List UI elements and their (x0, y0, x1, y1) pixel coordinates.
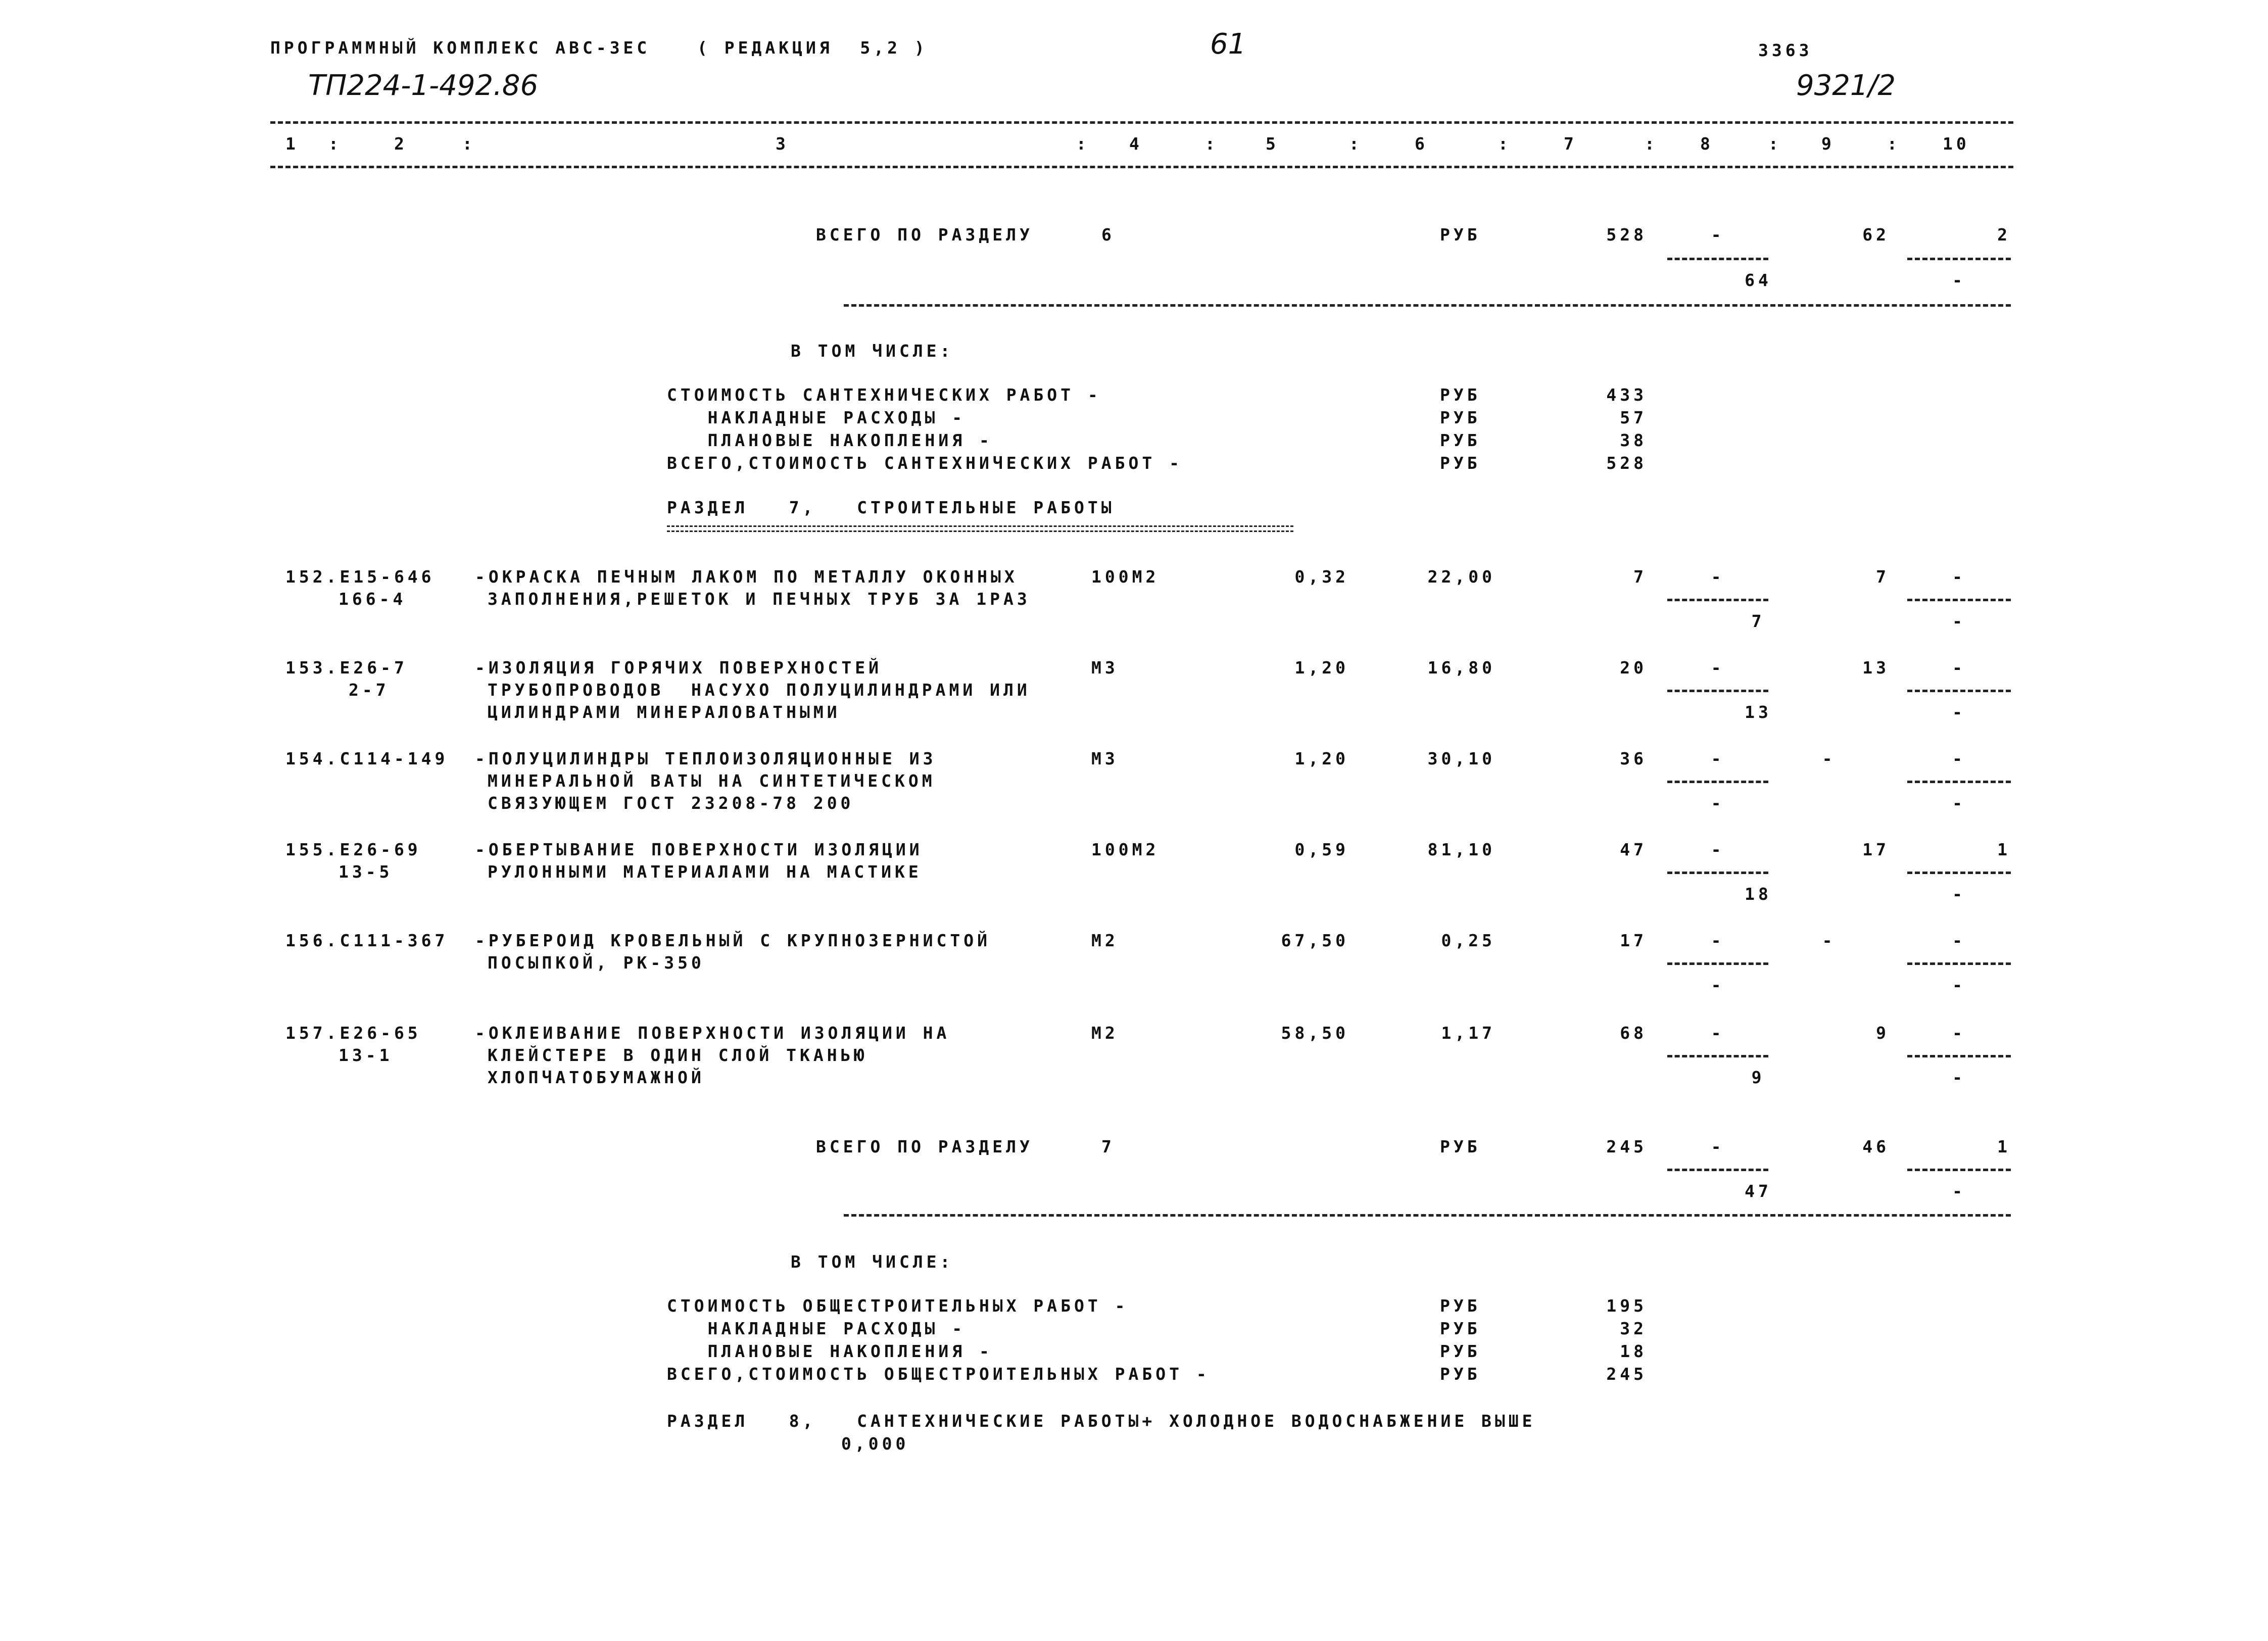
col-sep: : (1645, 134, 1658, 154)
item-c8-top: - (1711, 931, 1725, 950)
item-c9: 9 (1876, 1023, 1890, 1043)
c10-fraction-line (1907, 599, 2011, 601)
item-c8-bottom: 7 (1751, 611, 1765, 631)
section8-title-cont: 0,000 (841, 1434, 909, 1454)
breakdown-label: СТОИМОСТЬ ОБЩЕСТРОИТЕЛЬНЫХ РАБОТ - (667, 1296, 1129, 1316)
total-section-num: 6 (1101, 225, 1115, 245)
col-num-6: 6 (1415, 134, 1428, 154)
total-c9: 46 (1862, 1137, 1890, 1156)
item-desc-line: ЗАПОЛНЕНИЯ,РЕШЕТОК И ПЕЧНЫХ ТРУБ ЗА 1РАЗ (488, 589, 1031, 609)
total-c10-top: 1 (1997, 1137, 2011, 1156)
col-num-9: 9 (1821, 134, 1835, 154)
item-desc-line: РУЛОННЫМИ МАТЕРИАЛАМИ НА МАСТИКЕ (488, 862, 922, 882)
item-unit: 100М2 (1091, 840, 1160, 859)
col-sep: : (1768, 134, 1782, 154)
item-c7: 7 (1633, 567, 1647, 587)
total-c10-bottom: - (1952, 1181, 1966, 1201)
item-c7: 17 (1620, 931, 1647, 950)
item-c10-top: - (1952, 567, 1966, 587)
col-sep: : (462, 134, 476, 154)
item-qty: 0,32 (1294, 567, 1349, 587)
item-desc-line: -ПОЛУЦИЛИНДРЫ ТЕПЛОИЗОЛЯЦИОННЫЕ ИЗ (475, 749, 937, 768)
c8-fraction-line (1667, 781, 1768, 783)
total-c8-top: - (1711, 1137, 1725, 1156)
c8-fraction-line (1667, 872, 1768, 874)
c10-fraction-line (1907, 781, 2011, 783)
item-qty: 1,20 (1294, 658, 1349, 678)
col-num-8: 8 (1700, 134, 1714, 154)
col-num-7: 7 (1564, 134, 1577, 154)
section7-title: РАЗДЕЛ 7, СТРОИТЕЛЬНЫЕ РАБОТЫ (667, 498, 1115, 517)
item-c10-bottom: - (1952, 611, 1966, 631)
breakdown-value: 32 (1620, 1319, 1647, 1338)
breakdown-value: 433 (1606, 385, 1647, 405)
item-price: 16,80 (1427, 658, 1495, 678)
item-desc-line: -ОБЕРТЫВАНИЕ ПОВЕРХНОСТИ ИЗОЛЯЦИИ (475, 840, 923, 859)
item-c10-top: - (1952, 1023, 1966, 1043)
breakdown-label: ВСЕГО,СТОИМОСТЬ ОБЩЕСТРОИТЕЛЬНЫХ РАБОТ - (667, 1364, 1210, 1384)
breakdown-unit: РУБ (1440, 430, 1481, 450)
breakdown-value: 38 (1620, 430, 1647, 450)
total-c8-bottom: 47 (1745, 1181, 1772, 1201)
doc-number: ТП224-1-492.86 (308, 69, 539, 102)
col-sep: : (328, 134, 342, 154)
item-price: 0,25 (1441, 931, 1495, 950)
c8-fraction-line (1667, 690, 1768, 692)
breakdown-label: ПЛАНОВЫЕ НАКОПЛЕНИЯ - (667, 1341, 993, 1361)
item-qty: 0,59 (1294, 840, 1349, 859)
incl-title: В ТОМ ЧИСЛЕ: (791, 1252, 954, 1272)
edition: ( РЕДАКЦИЯ 5,2 ) (697, 38, 928, 58)
c10-fraction-line (1907, 1169, 2011, 1171)
item-c9: 13 (1862, 658, 1890, 678)
total-section-num: 7 (1101, 1137, 1115, 1156)
col-num-3: 3 (776, 134, 789, 154)
item-c8-top: - (1711, 840, 1725, 859)
total-c7: 528 (1606, 225, 1647, 245)
item-c8-bottom: - (1711, 793, 1725, 813)
program-name: ПРОГРАММНЫЙ КОМПЛЕКС АВС-ЗЕС (270, 38, 651, 58)
item-code: 157.Е26-65 (285, 1023, 421, 1043)
breakdown-label: НАКЛАДНЫЕ РАСХОДЫ - (667, 408, 966, 427)
item-unit: М3 (1091, 658, 1119, 678)
c10-fraction-line (1907, 690, 2011, 692)
item-desc-line: ПОСЫПКОЙ, РК-350 (488, 953, 705, 973)
total-unit: РУБ (1440, 1137, 1481, 1156)
item-qty: 1,20 (1294, 749, 1349, 768)
item-c8-top: - (1711, 658, 1725, 678)
col-num-4: 4 (1129, 134, 1143, 154)
breakdown-unit: РУБ (1440, 385, 1481, 405)
item-c10-bottom: - (1952, 975, 1966, 995)
total-c8-bottom: 64 (1745, 270, 1772, 290)
col-num-10: 10 (1943, 134, 1970, 154)
item-c10-bottom: - (1952, 793, 1966, 813)
total-c10-top: 2 (1997, 225, 2011, 245)
total-c10-bottom: - (1952, 270, 1966, 290)
item-subcode: 13-1 (339, 1045, 393, 1065)
item-desc-line: -РУБЕРОИД КРОВЕЛЬНЫЙ С КРУПНОЗЕРНИСТОЙ (475, 931, 991, 950)
item-qty: 67,50 (1281, 931, 1349, 950)
item-c10-bottom: - (1952, 1068, 1966, 1087)
item-c8-top: - (1711, 567, 1725, 587)
item-desc-line: ЦИЛИНДРАМИ МИНЕРАЛОВАТНЫМИ (488, 702, 841, 722)
c10-fraction-line (1907, 1055, 2011, 1057)
breakdown-unit: РУБ (1440, 453, 1481, 473)
breakdown-value: 528 (1606, 453, 1647, 473)
item-desc-line: -ОКЛЕИВАНИЕ ПОВЕРХНОСТИ ИЗОЛЯЦИИ НА (475, 1023, 950, 1043)
c8-fraction-line (1667, 1169, 1768, 1171)
item-c8-bottom: - (1711, 975, 1725, 995)
item-c10-top: - (1952, 658, 1966, 678)
item-c8-bottom: 13 (1745, 702, 1772, 722)
total-label: ВСЕГО ПО РАЗДЕЛУ (816, 225, 1033, 245)
breakdown-value: 18 (1620, 1341, 1647, 1361)
section8-title: РАЗДЕЛ 8, САНТЕХНИЧЕСКИЕ РАБОТЫ+ ХОЛОДНОЕ ВОДОСНАБЖЕНИЕ ВЫШЕ (667, 1411, 1536, 1431)
breakdown-label: ПЛАНОВЫЕ НАКОПЛЕНИЯ - (667, 430, 993, 450)
item-subcode: 166-4 (339, 589, 407, 609)
item-desc-line: СВЯЗУЮЩЕМ ГОСТ 23208-78 200 (488, 793, 854, 813)
item-c8-bottom: 9 (1751, 1068, 1765, 1087)
breakdown-label: НАКЛАДНЫЕ РАСХОДЫ - (667, 1319, 966, 1338)
item-desc-line: КЛЕЙСТЕРЕ В ОДИН СЛОЙ ТКАНЬЮ (488, 1045, 868, 1065)
item-desc-line: МИНЕРАЛЬНОЙ ВАТЫ НА СИНТЕТИЧЕСКОМ (488, 771, 936, 791)
total-c9: 62 (1862, 225, 1890, 245)
col-sep: : (1498, 134, 1512, 154)
item-c7: 68 (1620, 1023, 1647, 1043)
c8-fraction-line (1667, 962, 1768, 965)
total-c7: 245 (1606, 1137, 1647, 1156)
item-c9: - (1822, 931, 1836, 950)
col-num-2: 2 (394, 134, 408, 154)
incl-title: В ТОМ ЧИСЛЕ: (791, 341, 954, 361)
item-c7: 36 (1620, 749, 1647, 768)
breakdown-unit: РУБ (1440, 408, 1481, 427)
c8-fraction-line (1667, 599, 1768, 601)
item-code: 153.Е26-7 (285, 658, 408, 678)
total-unit: РУБ (1440, 225, 1481, 245)
header-top-rule (270, 121, 2013, 124)
item-unit: М2 (1091, 1023, 1119, 1043)
breakdown-label: СТОИМОСТЬ САНТЕХНИЧЕСКИХ РАБОТ - (667, 385, 1101, 405)
breakdown-label: ВСЕГО,СТОИМОСТЬ САНТЕХНИЧЕСКИХ РАБОТ - (667, 453, 1183, 473)
col-sep: : (1205, 134, 1219, 154)
sheet-code: 9321/2 (1796, 69, 1896, 102)
item-desc-line: ХЛОПЧАТОБУМАЖНОЙ (488, 1068, 705, 1087)
item-unit: 100М2 (1091, 567, 1160, 587)
item-c9: 17 (1862, 840, 1890, 859)
breakdown-unit: РУБ (1440, 1319, 1481, 1338)
breakdown-unit: РУБ (1440, 1296, 1481, 1316)
section7-rule (844, 1214, 2011, 1217)
col-sep: : (1887, 134, 1901, 154)
item-code: 155.Е26-69 (285, 840, 421, 859)
page-number: 61 (1210, 28, 1246, 61)
section7-title-underline (667, 525, 1293, 532)
section6-rule (844, 304, 2011, 307)
item-price: 30,10 (1427, 749, 1495, 768)
item-qty: 58,50 (1281, 1023, 1349, 1043)
col-sep: : (1349, 134, 1363, 154)
item-c7: 20 (1620, 658, 1647, 678)
c8-fraction-line (1667, 1055, 1768, 1057)
item-c9: 7 (1876, 567, 1890, 587)
item-c8-top: - (1711, 1023, 1725, 1043)
item-unit: М3 (1091, 749, 1119, 768)
col-sep: : (1076, 134, 1090, 154)
item-desc-line: -ОКРАСКА ПЕЧНЫМ ЛАКОМ ПО МЕТАЛЛУ ОКОННЫХ (475, 567, 1018, 587)
c10-fraction-line (1907, 962, 2011, 965)
header-bottom-rule (270, 166, 2013, 168)
item-unit: М2 (1091, 931, 1119, 950)
item-price: 22,00 (1427, 567, 1495, 587)
c8-fraction-line (1667, 258, 1768, 260)
item-c8-bottom: 18 (1745, 884, 1772, 904)
breakdown-unit: РУБ (1440, 1341, 1481, 1361)
item-c8-top: - (1711, 749, 1725, 768)
breakdown-value: 245 (1606, 1364, 1647, 1384)
item-code: 152.Е15-646 (285, 567, 435, 587)
item-subcode: 2-7 (349, 680, 390, 700)
c10-fraction-line (1907, 872, 2011, 874)
item-code: 156.С111-367 (285, 931, 449, 950)
item-c10-top: 1 (1997, 840, 2011, 859)
item-c10-bottom: - (1952, 884, 1966, 904)
col-num-1: 1 (285, 134, 299, 154)
item-c9: - (1822, 749, 1836, 768)
item-price: 1,17 (1441, 1023, 1495, 1043)
item-c10-bottom: - (1952, 702, 1966, 722)
item-c10-top: - (1952, 749, 1966, 768)
item-code: 154.С114-149 (285, 749, 449, 768)
total-c8-top: - (1711, 225, 1725, 245)
breakdown-unit: РУБ (1440, 1364, 1481, 1384)
item-price: 81,10 (1427, 840, 1495, 859)
breakdown-value: 195 (1606, 1296, 1647, 1316)
col-num-5: 5 (1266, 134, 1279, 154)
breakdown-value: 57 (1620, 408, 1647, 427)
item-desc-line: -ИЗОЛЯЦИЯ ГОРЯЧИХ ПОВЕРХНОСТЕЙ (475, 658, 883, 678)
code-right: 3363 (1758, 40, 1813, 60)
item-subcode: 13-5 (339, 862, 393, 882)
item-c7: 47 (1620, 840, 1647, 859)
item-c10-top: - (1952, 931, 1966, 950)
c10-fraction-line (1907, 258, 2011, 260)
item-desc-line: ТРУБОПРОВОДОВ НАСУХО ПОЛУЦИЛИНДРАМИ ИЛИ (488, 680, 1031, 700)
total-label: ВСЕГО ПО РАЗДЕЛУ (816, 1137, 1033, 1156)
